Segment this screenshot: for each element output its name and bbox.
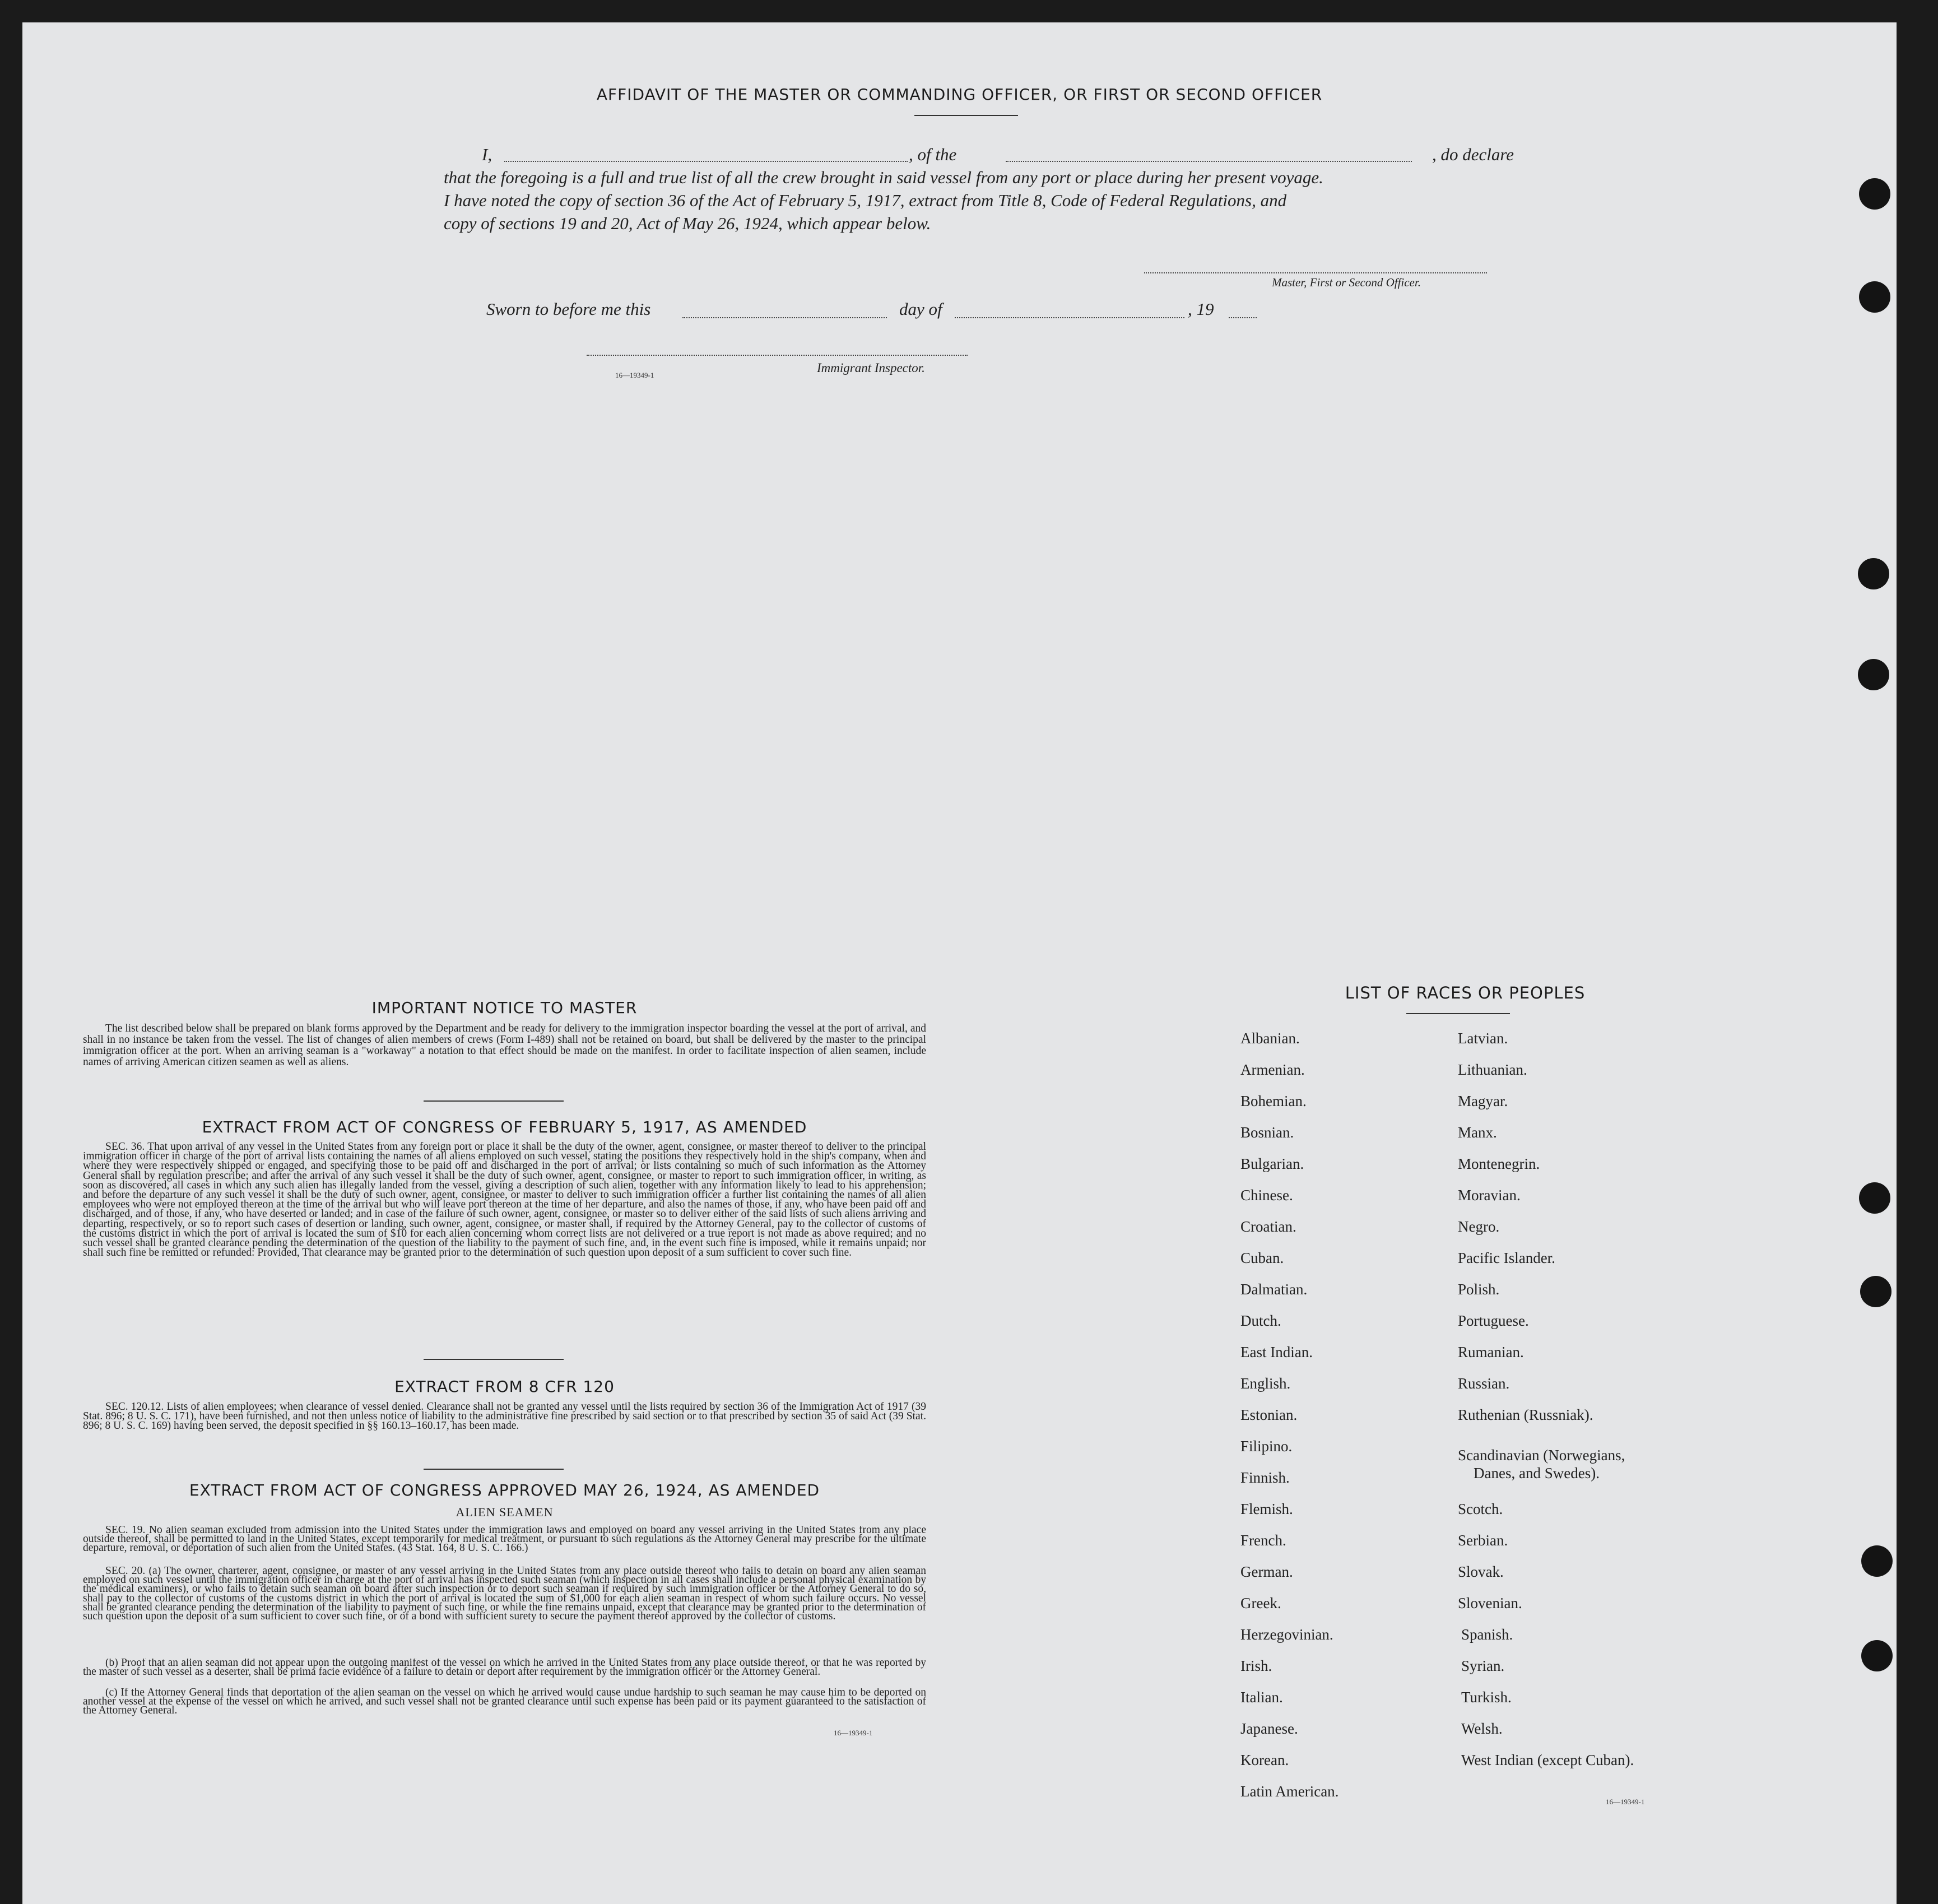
sworn-prefix: Sworn to before me this (486, 299, 651, 319)
race-item: Flemish. (1240, 1501, 1293, 1517)
race-item: Cuban. (1240, 1250, 1284, 1266)
race-item: Italian. (1240, 1689, 1283, 1706)
declaration-text (444, 143, 1514, 235)
races-divider (1406, 1013, 1510, 1014)
inspector-signature-line[interactable] (587, 355, 968, 356)
vessel-field[interactable] (1006, 161, 1412, 162)
punch-hole (1859, 281, 1890, 313)
sworn-month-field[interactable] (955, 317, 1184, 318)
section-divider (424, 1359, 564, 1360)
race-item: Albanian. (1240, 1030, 1300, 1047)
race-item: Manx. (1458, 1124, 1497, 1141)
sec-19-text: SEC. 19. No alien seaman excluded from admission into the United States under the immigration laws and employed on board any vessel arriving in the United States from any place outside thereof, shall be permitted to land in the United States, except temporarily for medical treatment, or pursuant to such regulations as the Attorney General may prescribe for the ultimate departure, removal, or deportation of such alien from the United States. (43 Stat. 164, 8 U. S. C. 166.) (83, 1526, 926, 1554)
sworn-day-field[interactable] (682, 317, 887, 318)
sec-20a-text: SEC. 20. (a) The owner, charterer, agent, consignee, or master of any vessel arriving in the United States from any place outside thereof who fails to detain on board any alien seaman employed on such vessel until the immigration officer in charge at the port of arrival has inspected such seaman (which inspection in all cases shall include a personal physical examination by the medical examiners), or who fails to detain such seaman on board after such inspection or to deport such seaman if required by such immigration officer or the Attorney General to do so, shall pay to the collector of customs of the customs district in which the port of arrival is located the sum of $1,000 for each alien seaman in respect of whom such failure occurs. No vessel shall be granted clearance pending the determination of the liability to payment of such fine, or while the fine remains unpaid, except that clearance may be granted prior to the determination of such question upon the deposit of a sum sufficient to cover such fine, or of a bond with sufficient surety to secure the payment thereof approved by the collector of customs. (83, 1567, 926, 1623)
alien-seamen-subtitle: ALIEN SEAMEN (456, 1505, 554, 1519)
punch-hole (1859, 1182, 1890, 1214)
race-item: Russian. (1458, 1375, 1510, 1392)
notice-title: IMPORTANT NOTICE TO MASTER (371, 999, 638, 1017)
race-item: Welsh. (1461, 1720, 1503, 1737)
extract-1917-title: EXTRACT FROM ACT OF CONGRESS OF FEBRUARY 5, 1917, AS AMENDED (202, 1118, 807, 1136)
master-signature-label: Master, First or Second Officer. (1272, 276, 1421, 289)
extract-cfr-text: SEC. 120.12. Lists of alien employees; when clearance of vessel denied. Clearance shall not be granted any vessel until the lists required by section 36 of the Immigration Act of 1917 (39 Stat. 896; 8 U. S. C. 171), have been furnished, and not then unless notice of liability to the administrative fine prescribed by said section or to that prescribed by section 35 of said Act (39 Stat. 896; 8 U. S. C. 169) having been served, the deposit specified in §§ 160.13–160.17, has been made. (83, 1402, 926, 1432)
race-item: Polish. (1458, 1281, 1500, 1298)
sworn-line (486, 299, 1271, 322)
declaration-line-4: copy of sections 19 and 20, Act of May 26, 1924, which appear below. (444, 213, 931, 233)
extract-cfr-title: EXTRACT FROM 8 CFR 120 (394, 1377, 615, 1396)
race-item: Ruthenian (Russniak). (1458, 1406, 1593, 1423)
race-item: Dutch. (1240, 1312, 1281, 1329)
notice-text: The list described below shall be prepared on blank forms approved by the Department and be ready for delivery to the immigration inspector boarding the vessel at the port of arrival, and shall in no instance be taken from the vessel. The list of changes of alien members of crews (Form I-489) shall not be retained on board, but shall be delivered by the master to the principal immigration officer at the port. When an arriving seaman is a "workaway" a notation to that effect should be made on the manifest. In order to facilitate inspection of alien seamen, include names of arriving American citizen seamen as well as aliens. (83, 1023, 926, 1068)
declaration-line-3: I have noted the copy of section 36 of the Act of February 5, 1917, extract from Title 8, Code of Federal Regulations, and (444, 191, 1287, 210)
document-page (22, 22, 1897, 1904)
race-item: Negro. (1458, 1218, 1500, 1235)
race-item: Greek. (1240, 1595, 1281, 1612)
affidavit-title: AFFIDAVIT OF THE MASTER OR COMMANDING OFFICER, OR FIRST OR SECOND OFFICER (596, 85, 1323, 104)
race-item: Latin American. (1240, 1783, 1339, 1800)
section-divider (424, 1100, 564, 1102)
race-item: Croatian. (1240, 1218, 1296, 1235)
race-item: German. (1240, 1563, 1293, 1580)
race-item: Japanese. (1240, 1720, 1298, 1737)
punch-hole (1860, 1276, 1891, 1307)
race-item: Armenian. (1240, 1061, 1305, 1078)
punch-hole (1861, 1640, 1893, 1671)
race-item: Moravian. (1458, 1187, 1521, 1204)
race-item: Slovenian. (1458, 1595, 1522, 1612)
sworn-year: , 19 (1188, 299, 1214, 319)
race-item: Bulgarian. (1240, 1155, 1304, 1172)
race-item: West Indian (except Cuban). (1461, 1752, 1634, 1768)
inspector-label: Immigrant Inspector. (817, 361, 925, 375)
punch-hole (1858, 558, 1889, 589)
declaration-line-2: that the foregoing is a full and true list of all the crew brought in said vessel from any port or place during her present voyage. (444, 168, 1323, 187)
race-item: Herzegovinian. (1240, 1626, 1333, 1643)
declaration-line-1 (444, 143, 1514, 166)
race-item: Filipino. (1240, 1438, 1293, 1455)
race-item: French. (1240, 1532, 1286, 1549)
sec-20c-text: (c) If the Attorney General finds that deportation of the alien seaman on the vessel on which he arrived would cause undue hardship to such seaman he may cause him to be deported on another vessel at the expense of the vessel on which he arrived, and such vessel shall not be granted clearance until such expense has been paid or its payment guaranteed to the satisfaction of the Attorney General. (83, 1688, 926, 1717)
of-the-label: , of the (909, 145, 957, 164)
race-item: East Indian. (1240, 1344, 1313, 1360)
extract-1924-title: EXTRACT FROM ACT OF CONGRESS APPROVED MAY 26, 1924, AS AMENDED (189, 1481, 820, 1499)
race-item: Rumanian. (1458, 1344, 1524, 1360)
races-title: LIST OF RACES OR PEOPLES (1345, 983, 1586, 1002)
extract-1917-text: SEC. 36. That upon arrival of any vessel in the United States from any foreign port or place it shall be the duty of the owner, agent, consignee, or master thereof to deliver to the principal immigration officer in charge of the port of arrival lists containing the names of all aliens employed on such vessel, stating the positions they respectively hold in the ship's company, when and where they were respectively shipped or engaged, and specifying those to be paid off and discharged in the port of arrival; or lists containing so much of such information as the Attorney General shall by regulation prescribe; and after the arrival of any such vessel it shall be the duty of such owner, agent, consignee, or master to report to such immigration officer, in writing, as soon as discovered, all cases in which any such alien has illegally landed from the vessel, giving a description of such alien, together with any information likely to lead to his apprehension; and before the departure of any such vessel it shall be the duty of such owner, agent, consignee, or master to deliver to such immigration officer a further list containing the names of all alien employees who were not employed thereon at the time of the arrival but who will leave port thereon at the time of her departure, and also the names of those, if any, who have been paid off and discharged, and of those, if any, who have deserted or landed; and in case of the failure of such owner, agent, consignee, or master so to deliver either of the said lists of such aliens arriving and departing, respectively, or so to report such cases of desertion or landing, such owner, agent, consignee, or master shall, if required by the Attorney General, pay to the collector of customs of the customs district in which the port of arrival is located the sum of $10 for each alien concerning whom correct lists are not delivered or a true report is not made as above required; and no such vessel shall be granted clearance pending the determination of the question of the liability to the payment of such fine, and, in the event such fine is imposed, while it remains unpaid; nor shall such fine be remitted or refunded: Provided, That clearance may be granted prior to the determination of such question upon deposit of a sum sufficient to cover such fine. (83, 1142, 926, 1259)
punch-hole (1859, 178, 1890, 210)
race-item: Slovak. (1458, 1563, 1504, 1580)
race-item: Latvian. (1458, 1030, 1508, 1047)
sworn-year-field[interactable] (1229, 317, 1257, 318)
master-signature-line[interactable] (1144, 272, 1487, 273)
race-item: English. (1240, 1375, 1291, 1392)
punch-hole (1858, 659, 1889, 690)
race-item: Montenegrin. (1458, 1155, 1540, 1172)
form-code: 16—19349-1 (1606, 1798, 1645, 1806)
race-item: Finnish. (1240, 1469, 1290, 1486)
title-divider (914, 115, 1018, 116)
section-divider (424, 1469, 564, 1470)
race-item: Danes, and Swedes). (1474, 1465, 1600, 1482)
race-item: Irish. (1240, 1657, 1272, 1674)
race-item: Pacific Islander. (1458, 1250, 1555, 1266)
name-field[interactable] (504, 161, 908, 162)
declare-label: , do declare (1432, 145, 1514, 164)
race-item: Turkish. (1461, 1689, 1512, 1706)
race-item: Spanish. (1461, 1626, 1513, 1643)
form-code: 16—19349-1 (834, 1729, 873, 1737)
race-item: Bohemian. (1240, 1093, 1307, 1109)
punch-hole (1861, 1545, 1893, 1577)
sworn-dayof: day of (899, 299, 942, 319)
race-item: Portuguese. (1458, 1312, 1529, 1329)
sec-20b-text: (b) Proof that an alien seaman did not appear upon the outgoing manifest of the vessel on which he arrived in the United States from any place outside thereof, or that he was reported by the master of such vessel as a deserter, shall be prima facie evidence of a failure to detain or deport after requirement by the immigration officer or the Attorney General. (83, 1659, 926, 1678)
race-item: Scotch. (1458, 1501, 1503, 1517)
race-item: Korean. (1240, 1752, 1289, 1768)
race-item: Estonian. (1240, 1406, 1298, 1423)
race-item: Serbian. (1458, 1532, 1508, 1549)
race-item: Magyar. (1458, 1093, 1508, 1109)
race-item: Chinese. (1240, 1187, 1293, 1204)
race-item: Bosnian. (1240, 1124, 1294, 1141)
race-item: Lithuanian. (1458, 1061, 1527, 1078)
race-item: Dalmatian. (1240, 1281, 1308, 1298)
race-item: Syrian. (1461, 1657, 1505, 1674)
form-code: 16—19349-1 (615, 371, 654, 379)
declaration-i: I, (482, 145, 492, 164)
race-item: Scandinavian (Norwegians, (1458, 1447, 1625, 1464)
